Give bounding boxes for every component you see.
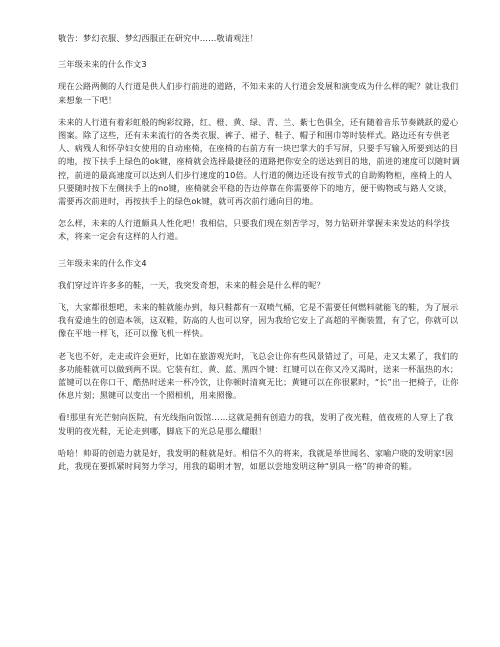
paragraph: 看!那里有光芒射向医院，有光线指向饭馆……这就是拥有创造力的我，发明了夜光鞋，值夜班的人穿上了我发明的夜光鞋，无论走到哪，脚底下的光总是那么耀眼！ [58, 412, 454, 436]
paragraph: 哈哈！帅哥的创造力就是好，我发明的鞋就是好。相信不久的将来，我就是举世闻名、家喻户晓的发明家!因此，我现在要抓紧时间努力学习，用我的聪明才智，如愿以尝地发明这种“别具一格”的神奇的鞋。 [58, 447, 454, 472]
paragraph: 未来的人行道有着彩虹般的绚彩纹路，红、橙、黄、绿、青、兰、紫七色俱全，还有随着音乐节奏跳跃的爱心图案。除了这些，还有未来流行的各类衣服、裤子、裙子、鞋子、帽子和围巾等时装样式。路边还有专供老人、病残人和怀孕妇女使用的自动座椅，在座椅的右前方有一块巴掌大的手写屏，只要手写输入所要到达的目的地，按下扶手上绿色的ok键，座椅就会选择最捷径的道路把你安全的送达到目的地，前进的速度可以随时调控，前进的最高速度可以达到人们步行速度的10倍。人行道的侧边还设有按节式的自助购物柜，座椅上的人只要随时按下左侧扶手上的no键，座椅就会平稳的告边停靠在你需要停下的地方，便于购物或与路人交谈，需要再次前进时，再按扶手上的绿色ok键，就可再次前行通向目的地。 [58, 116, 460, 207]
paragraph: 飞，大家都很想吧，未来的鞋就能办到，每只鞋都有一双喷气桶，它是不需要任何燃料就能飞的鞋，为了展示我有爱迪生的创造本领，这双鞋，防高的人也可以穿，因为我给它安上了高超的平衡装置，有了它，你就可以像在平地一样飞，还可以像飞机一样快。 [58, 302, 459, 339]
section-title-4: 三年级未来的什么作文4 [58, 257, 147, 268]
paragraph: 现在公路两侧的人行道是供人们步行前进的道路，不知未来的人行道会发展和演变成为什么样的呢？就让我们来想象一下吧！ [58, 81, 459, 105]
paragraph: 老飞也不好，走走或许会更好，比如在旅游观光时，飞总会让你有些风景错过了，可是，走又太累了，我们的多功能鞋就可以做到两不误。它装有红、黄、蓝、黑四个键：红键可以在你又冷又渴时，送来一杯温热的水；蓝键可以在你口干、酷热时送来一杯冷饮，让你顿时清爽无比；黄键可以在你很累时，“长”出一把椅子，让你休息片刻；黑键可以变出一个照相机，用来照像。 [58, 350, 459, 401]
notice-text: 敬告：梦幻衣服、梦幻西服正在研究中……敬请观注！ [58, 33, 259, 43]
paragraph: 我们穿过许许多多的鞋，一天，我突发奇想，未来的鞋会是什么样的呢？ [58, 279, 325, 290]
paragraph: 怎么样，未来的人行道颇具人性化吧！我相信，只要我们现在刻苦学习，努力钻研并掌握未来发达的科学技术，将来一定会有这样的人行道。 [58, 218, 450, 242]
section-title-3: 三年级未来的什么作文3 [58, 59, 147, 70]
